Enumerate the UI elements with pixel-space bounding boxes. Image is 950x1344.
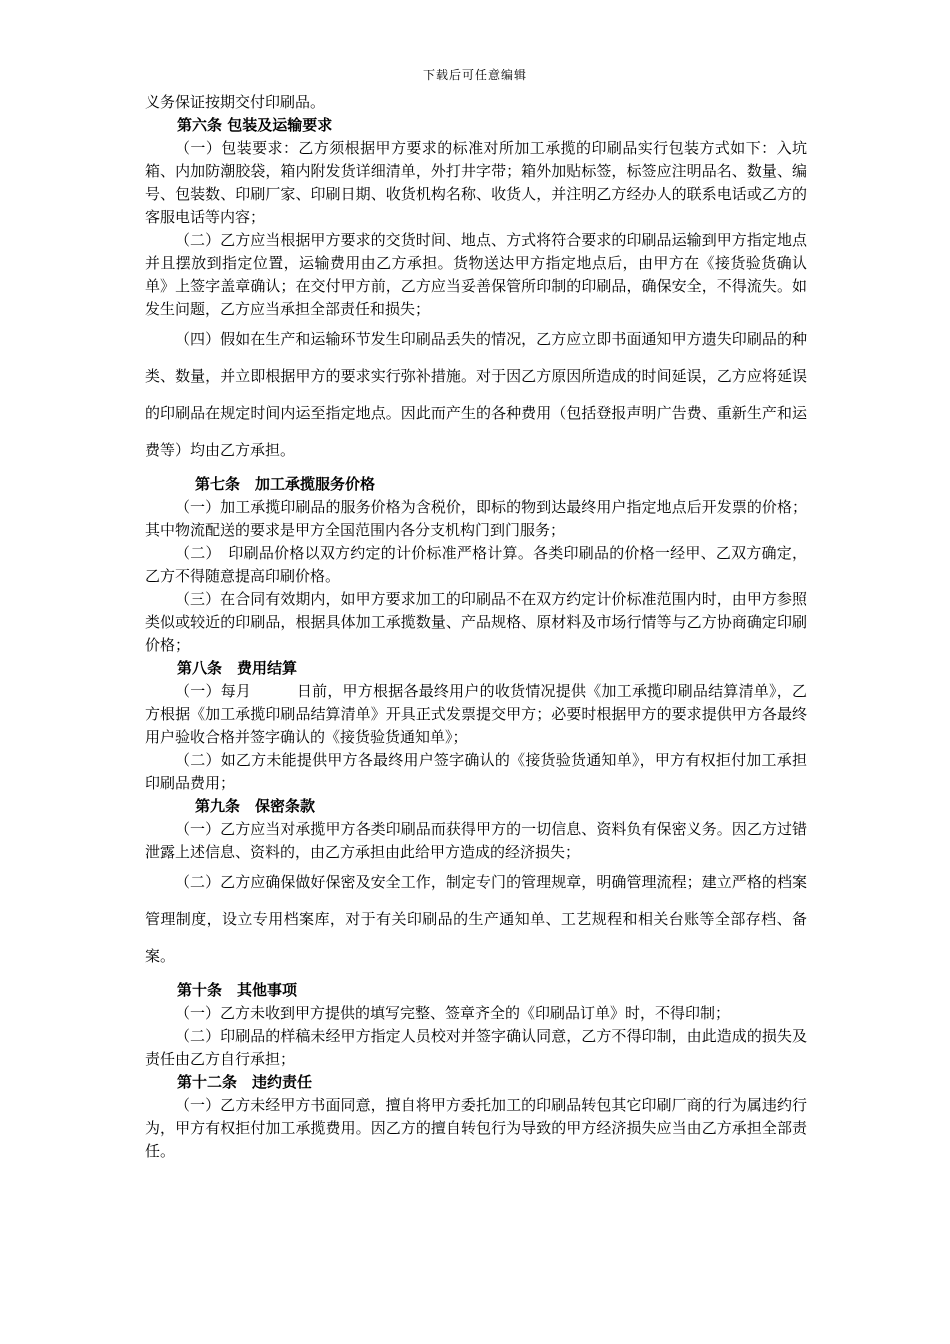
article-10-title: 第十条 其他事项 [177, 981, 298, 999]
article-12-title: 第十二条 违约责任 [177, 1073, 313, 1091]
article-6-title: 第六条 包装及运输要求 [177, 116, 333, 134]
article-7-title: 第七条 加工承揽服务价格 [195, 475, 376, 493]
article-7-clause-1: （一）加工承揽印刷品的服务价格为含税价，即标的物到达最终用户指定地点后开发票的价格；其中物流配送的要求是甲方全国范围内各分支机构门到门服务； [145, 498, 807, 539]
article-6-clause-2: （二）乙方应当根据甲方要求的交货时间、地点、方式将符合要求的印刷品运输到甲方指定地点并且摆放到指定位置，运输费用由乙方承担。货物送达甲方指定地点后，由甲方在《接货验货确认单》上签字盖章确认；在交付甲方前，乙方应当妥善保管所印制的印刷品，确保安全，不得流失。如发生问题，乙方应当承担全部责任和损失； [145, 231, 807, 318]
article-9-clause-1: （一）乙方应当对承揽甲方各类印刷品而获得甲方的一切信息、资料负有保密义务。因乙方过错泄露上述信息、资料的，由乙方承担由此给甲方造成的经济损失； [145, 820, 807, 861]
article-7-clause-2: （二） 印刷品价格以双方约定的计价标准严格计算。各类印刷品的价格一经甲、乙双方确定，乙方不得随意提高印刷价格。 [145, 544, 807, 585]
article-9-clause-2: （二）乙方应确保做好保密及安全工作，制定专门的管理规章，明确管理流程；建立严格的档案管理制度，设立专用档案库，对于有关印刷品的生产通知单、工艺规程和相关台账等全部存档、备案。 [145, 873, 807, 965]
article-10-clause-2: （二）印刷品的样稿未经甲方指定人员校对并签字确认同意，乙方不得印制，由此造成的损失及责任由乙方自行承担； [145, 1027, 807, 1068]
document-body [145, 91, 807, 1163]
article-6-clause-1: （一）包装要求：乙方须根据甲方要求的标准对所加工承揽的印刷品实行包装方式如下：入坑箱、内加防潮胶袋，箱内附发货详细清单，外打井字带；箱外加贴标签，标签应注明品名、数量、编号、包装数、印刷厂家、印刷日期、收货机构名称、收货人，并注明乙方经办人的联系电话或乙方的客服电话等内容； [145, 139, 807, 226]
paragraph-continuation: 义务保证按期交付印刷品。 [145, 93, 326, 111]
page-header: 下载后可任意编辑 [422, 68, 527, 82]
article-9-title: 第九条 保密条款 [195, 797, 316, 815]
article-8-clause-1: （一）每月 日前，甲方根据各最终用户的收货情况提供《加工承揽印刷品结算清单》，乙方根据《加工承揽印刷品结算清单》开具正式发票提交甲方；必要时根据甲方的要求提供甲方各最终用户验收合格并签字确认的《接货验货通知单》； [145, 682, 807, 746]
article-6-clause-4: （四）假如在生产和运输环节发生印刷品丢失的情况，乙方应立即书面通知甲方遗失印刷品的种类、数量，并立即根据甲方的要求实行弥补措施。对于因乙方原因所造成的时间延误，乙方应将延误的印刷品在规定时间内运至指定地点。因此而产生的各种费用（包括登报声明广告费、重新生产和运费等）均由乙方承担。 [145, 330, 807, 459]
article-8-clause-2: （二）如乙方未能提供甲方各最终用户签字确认的《接货验货通知单》，甲方有权拒付加工承担印刷品费用； [145, 751, 807, 792]
article-12-clause-1: （一）乙方未经甲方书面同意，擅自将甲方委托加工的印刷品转包其它印刷厂商的行为属违约行为，甲方有权拒付加工承揽费用。因乙方的擅自转包行为导致的甲方经济损失应当由乙方承担全部责任。 [145, 1096, 807, 1160]
article-10-clause-1: （一）乙方未收到甲方提供的填写完整、签章齐全的《印刷品订单》时，不得印制； [175, 1004, 731, 1022]
article-7-clause-3: （三）在合同有效期内，如甲方要求加工的印刷品不在双方约定计价标准范围内时，由甲方参照类似或较近的印刷品，根据具体加工承揽数量、产品规格、原材料及市场行情等与乙方协商确定印刷价格； [145, 590, 807, 654]
article-8-title: 第八条 费用结算 [177, 659, 298, 677]
